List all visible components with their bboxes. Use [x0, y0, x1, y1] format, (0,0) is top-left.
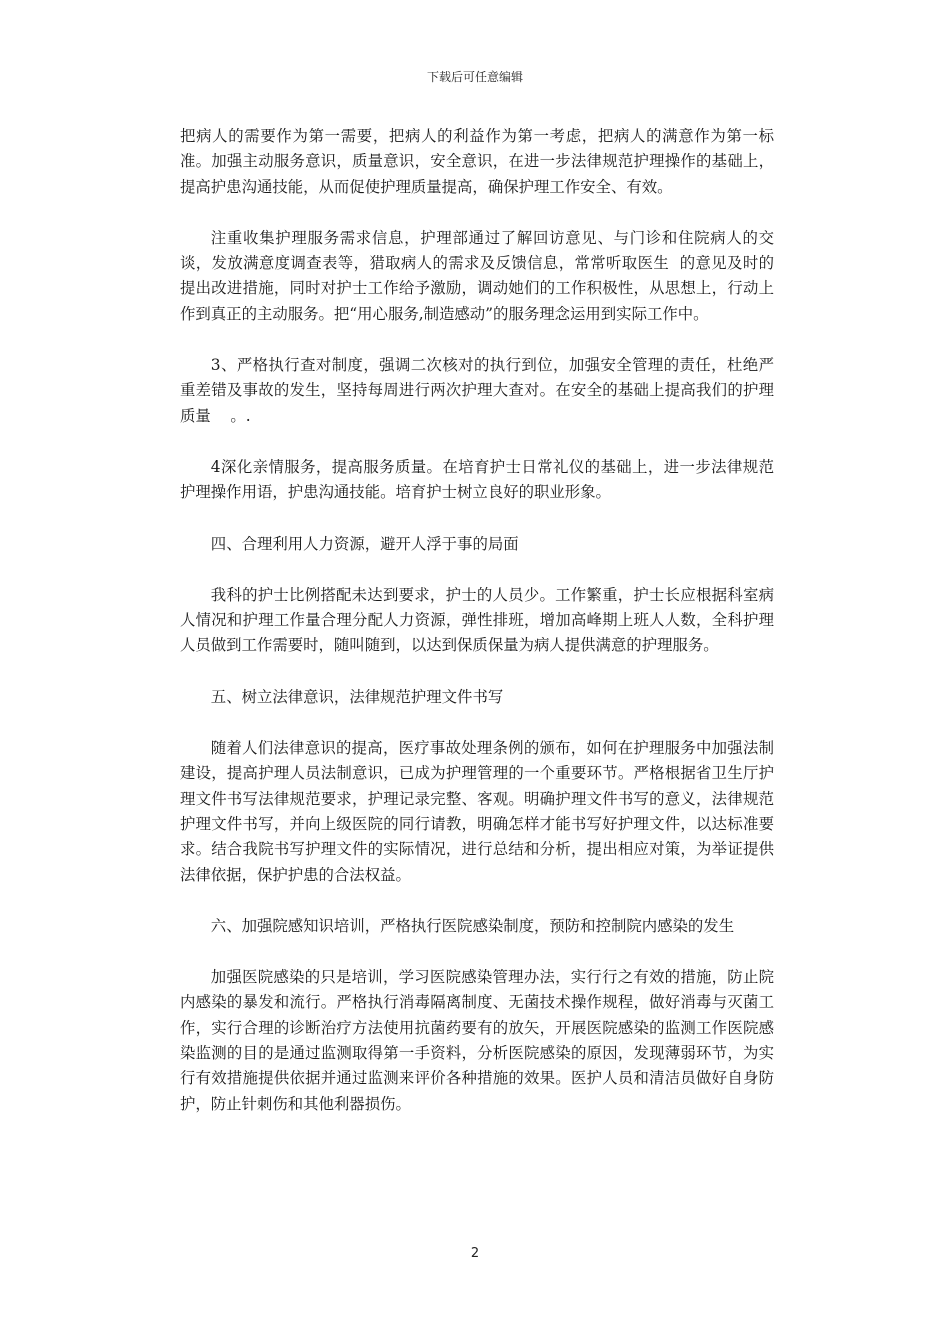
paragraph-staffing: 我科的护士比例搭配未达到要求，护士的人员少。工作繁重，护士长应根据科室病人情况和护理工作量合理分配人力资源，弹性排班，增加高峰期上班人人数，全科护理人员做到工作需要时，随叫随到，以达到保质保量为病人提供满意的护理服务。 [180, 585, 774, 655]
page-header: 下载后可任意编辑 [426, 70, 523, 84]
paragraph-patient-first: 把病人的需要作为第一需要，把病人的利益作为第一考虑，把病人的满意作为第一标准。加强主动服务意识，质量意识，安全意识，在进一步法律规范护理操作的基础上，提高护患沟通技能，从而促使护理质量提高，确保护理工作安全、有效。 [180, 127, 774, 196]
paragraph-legal-documentation: 随着人们法律意识的提高，医疗事故处理条例的颁布，如何在护理服务中加强法制建设，提高护理人员法制意识，已成为护理管理的一个重要环节。严格根据省卫生厅护理文件书写法律规范要求，护理记录完整、客观。明确护理文件书写的意义，法律规范护理文件书写，并向上级医院的同行请教，明确怎样才能书写好护理文件，以达标准要求。结合我院书写护理文件的实际情况，进行总结和分析，提出相应对策，为举证提供法律依据，保护护患的合法权益。 [180, 739, 774, 884]
section-heading-legal-awareness: 五、树立法律意识，法律规范护理文件书写 [210, 687, 504, 706]
paragraph-service-feedback: 注重收集护理服务需求信息，护理部通过了解回访意见、与门诊和住院病人的交谈，发放满意度调查表等，猎取病人的需求及反馈信息，常常听取医生 的意见及时的提出改进措施，同时对护士工作给予激励，调动她们的工作积极性，从思想上，行动上作到真正的主动服务。把“用心服务,制造感动”的服务理念运用到实际工作中。 [180, 228, 774, 323]
section-heading-human-resources: 四、合理利用人力资源，避开人浮于事的局面 [210, 534, 519, 553]
paragraph-check-system: 3、严格执行查对制度，强调二次核对的执行到位，加强安全管理的责任，杜绝严重差错及事故的发生，坚持每周进行两次护理大查对。在安全的基础上提高我们的护理质量 。. [180, 356, 774, 425]
document-body [180, 124, 774, 1143]
paragraph-caring-service: 4深化亲情服务，提高服务质量。在培育护士日常礼仪的基础上，进一步法律规范护理操作用语，护患沟通技能。培育护士树立良好的职业形象。 [180, 457, 774, 502]
paragraph-infection-training: 加强医院感染的只是培训，学习医院感染管理办法，实行行之有效的措施，防止院内感染的暴发和流行。严格执行消毒隔离制度、无菌技术操作规程，做好消毒与灭菌工作，实行合理的诊断治疗方法使用抗菌药要有的放矢，开展医院感染的监测工作医院感染监测的目的是通过监测取得第一手资料，分析医院感染的原因，发现薄弱环节，为实行有效措施提供依据并通过监测来评价各种措施的效果。医护人员和清洁员做好自身防护，防止针刺伤和其他利器损伤。 [180, 968, 774, 1113]
page-number: 2 [470, 1246, 480, 1261]
section-heading-infection-control: 六、加强院感知识培训，严格执行医院感染制度，预防和控制院内感染的发生 [210, 916, 735, 935]
